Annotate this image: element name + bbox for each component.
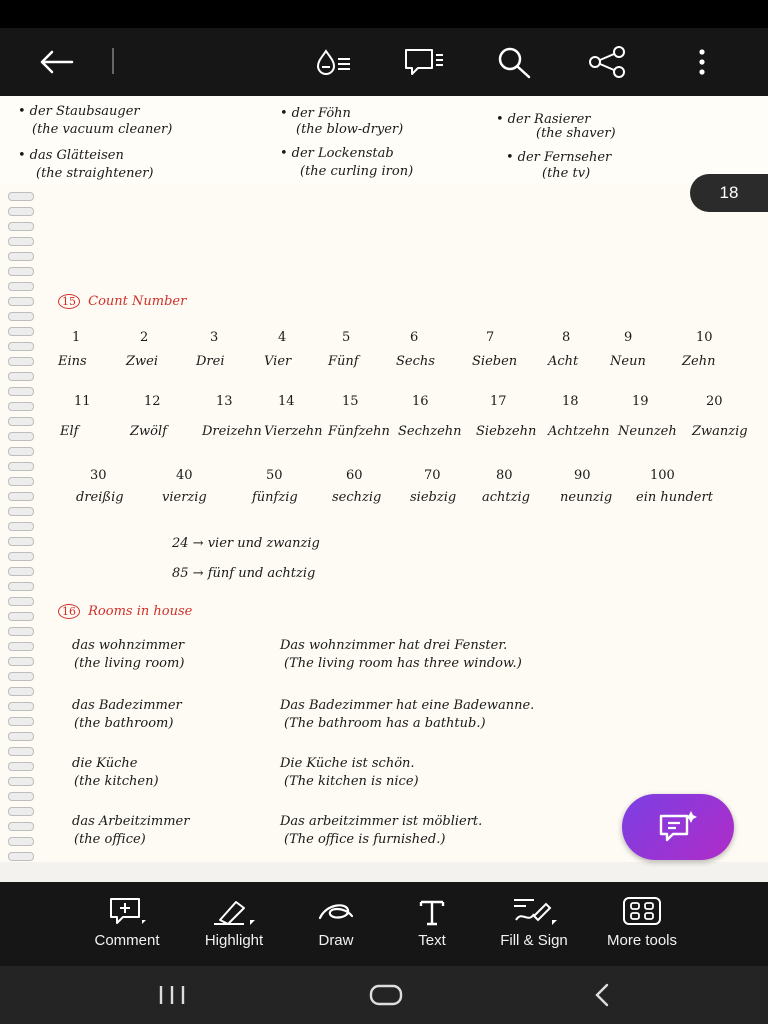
number-digit: 19: [632, 394, 649, 409]
number-word: Neunzeh: [618, 424, 677, 439]
item-de: • der Föhn: [280, 106, 351, 121]
toolbar-divider: [112, 48, 114, 74]
item-de: • der Rasierer: [496, 112, 591, 127]
home-button[interactable]: [356, 972, 416, 1018]
number-digit: 6: [410, 330, 419, 345]
number-digit: 13: [216, 394, 233, 409]
binding-ring: [8, 552, 34, 561]
binding-ring: [8, 687, 34, 696]
previous-page-section: [0, 96, 768, 186]
binding-ring: [8, 192, 34, 201]
number-word: Zehn: [682, 354, 716, 369]
more-options-button[interactable]: [678, 38, 726, 86]
number-digit: 80: [496, 468, 513, 483]
tool-label: More tools: [606, 932, 678, 949]
number-word: vierzig: [162, 490, 207, 505]
number-digit: 9: [624, 330, 633, 345]
item-de: • der Fernseher: [506, 150, 611, 165]
number-word: Dreizehn: [202, 424, 262, 439]
binding-ring: [8, 357, 34, 366]
number-digit: 10: [696, 330, 713, 345]
number-word: ein hundert: [636, 490, 713, 505]
highlighter-icon: [212, 896, 256, 926]
number-word: Achtzehn: [548, 424, 610, 439]
number-word: sechzig: [332, 490, 382, 505]
top-app-bar: [0, 28, 768, 97]
binding-ring: [8, 567, 34, 576]
number-word: Acht: [548, 354, 579, 369]
room-name-de: das Arbeitzimmer: [72, 814, 190, 829]
number-digit: 50: [266, 468, 283, 483]
number-digit: 17: [490, 394, 507, 409]
room-name-en: (the office): [74, 832, 146, 847]
number-digit: 90: [574, 468, 591, 483]
room-name-de: das wohnzimmer: [72, 638, 185, 653]
back-button[interactable]: [32, 38, 80, 86]
binding-ring: [8, 747, 34, 756]
number-digit: 2: [140, 330, 149, 345]
binding-ring: [8, 627, 34, 636]
ai-assistant-icon: [655, 808, 701, 846]
home-icon: [369, 983, 403, 1007]
binding-ring: [8, 792, 34, 801]
document-page[interactable]: [0, 96, 768, 882]
section-heading: Rooms in house: [88, 604, 193, 619]
number-digit: 70: [424, 468, 441, 483]
sentence-de: Das arbeitzimmer ist möbliert.: [280, 814, 483, 829]
number-digit: 4: [278, 330, 287, 345]
binding-ring: [8, 327, 34, 336]
number-word: siebzig: [410, 490, 457, 505]
recents-button[interactable]: [142, 972, 202, 1018]
section-number: 16: [58, 604, 80, 619]
sentence-de: Das wohnzimmer hat drei Fenster.: [280, 638, 508, 653]
binding-ring: [8, 267, 34, 276]
binding-ring: [8, 207, 34, 216]
number-word: Zwei: [126, 354, 159, 369]
item-en: (the vacuum cleaner): [32, 122, 173, 137]
item-en: (the straightener): [36, 166, 154, 181]
binding-ring: [8, 222, 34, 231]
item-en: (the shaver): [536, 126, 616, 141]
item-de: • das Glätteisen: [18, 148, 124, 163]
binding-ring: [8, 642, 34, 651]
number-word: Sechs: [396, 354, 435, 369]
number-digit: 100: [650, 468, 675, 483]
number-word: achtzig: [482, 490, 530, 505]
back-chevron-icon: [591, 982, 613, 1008]
arrow-left-icon: [36, 47, 76, 77]
sentence-en: (The living room has three window.): [284, 656, 522, 671]
more-vertical-icon: [697, 47, 707, 77]
section-title: [58, 294, 186, 309]
text-tool[interactable]: [396, 882, 468, 966]
binding-ring: [8, 612, 34, 621]
number-word: Fünfzehn: [328, 424, 390, 439]
item-en: (the curling iron): [300, 164, 414, 179]
binding-ring: [8, 342, 34, 351]
binding-ring: [8, 402, 34, 411]
sentence-de: Die Küche ist schön.: [280, 756, 415, 771]
binding-ring: [8, 657, 34, 666]
binding-ring: [8, 312, 34, 321]
number-word: fünfzig: [252, 490, 298, 505]
binding-ring: [8, 732, 34, 741]
fill-sign-tool[interactable]: [484, 882, 584, 966]
number-word: neunzig: [560, 490, 613, 505]
number-word: Drei: [196, 354, 225, 369]
binding-ring: [8, 807, 34, 816]
number-digit: 8: [562, 330, 571, 345]
room-name-en: (the living room): [74, 656, 185, 671]
number-word: Sechzehn: [398, 424, 462, 439]
item-de: • der Staubsauger: [18, 104, 140, 119]
room-name-de: das Badezimmer: [72, 698, 182, 713]
comment-add-icon: [107, 896, 147, 926]
number-word: Elf: [60, 424, 79, 439]
binding-ring: [8, 297, 34, 306]
read-mode-button[interactable]: [310, 38, 358, 86]
sentence-en: (The bathroom has a bathtub.): [284, 716, 486, 731]
ai-assistant-button[interactable]: [622, 794, 734, 860]
search-icon: [496, 45, 532, 79]
number-word: Zwanzig: [692, 424, 748, 439]
sentence-de: Das Badezimmer hat eine Badewanne.: [280, 698, 535, 713]
number-digit: 5: [342, 330, 351, 345]
binding-ring: [8, 477, 34, 486]
item-en: (the tv): [542, 166, 591, 181]
section-number: 15: [58, 294, 80, 309]
tool-label: Draw: [318, 932, 354, 949]
number-digit: 40: [176, 468, 193, 483]
example-line: 24 → vier und zwanzig: [172, 536, 320, 551]
binding-ring: [8, 252, 34, 261]
binding-ring: [8, 492, 34, 501]
notebook-page: [0, 184, 768, 882]
binding-ring: [8, 462, 34, 471]
number-digit: 12: [144, 394, 161, 409]
text-icon: [419, 898, 445, 926]
binding-ring: [8, 837, 34, 846]
room-name-de: die Küche: [72, 756, 138, 771]
status-bar: [0, 0, 768, 28]
item-de: • der Lockenstab: [280, 146, 394, 161]
highlight-tool[interactable]: [188, 882, 280, 966]
sentence-en: (The office is furnished.): [284, 832, 446, 847]
binding-ring: [8, 387, 34, 396]
section-title: [58, 604, 192, 619]
number-word: Sieben: [472, 354, 518, 369]
binding-ring: [8, 777, 34, 786]
number-digit: 14: [278, 394, 295, 409]
binding-ring: [8, 672, 34, 681]
binding-ring: [8, 537, 34, 546]
number-digit: 16: [412, 394, 429, 409]
fill-sign-icon: [510, 896, 558, 926]
draw-icon: [316, 900, 356, 926]
comments-list-button[interactable]: [400, 38, 448, 86]
page-number-badge: 18: [690, 174, 768, 212]
number-digit: 30: [90, 468, 107, 483]
binding-ring: [8, 717, 34, 726]
next-page-edge: [0, 862, 768, 882]
binding-ring: [8, 447, 34, 456]
share-button[interactable]: [584, 38, 632, 86]
binding-ring: [8, 237, 34, 246]
grid-icon: [622, 896, 662, 926]
spiral-binding: [0, 184, 34, 882]
draw-tool[interactable]: [296, 882, 376, 966]
share-icon: [587, 46, 629, 78]
number-digit: 15: [342, 394, 359, 409]
number-word: Vierzehn: [264, 424, 323, 439]
number-word: Eins: [58, 354, 87, 369]
binding-ring: [8, 522, 34, 531]
system-nav-bar: [0, 966, 768, 1024]
tool-label: Fill & Sign: [500, 932, 568, 949]
binding-ring: [8, 702, 34, 711]
example-line: 85 → fünf und achtzig: [172, 566, 316, 581]
binding-ring: [8, 762, 34, 771]
number-digit: 1: [72, 330, 81, 345]
binding-ring: [8, 822, 34, 831]
number-digit: 3: [210, 330, 219, 345]
comment-tool[interactable]: [78, 882, 176, 966]
number-word: Zwölf: [130, 424, 167, 439]
binding-ring: [8, 852, 34, 861]
item-en: (the blow-dryer): [296, 122, 404, 137]
system-back-button[interactable]: [572, 972, 632, 1018]
room-name-en: (the bathroom): [74, 716, 174, 731]
recents-icon: [157, 984, 187, 1006]
number-digit: 20: [706, 394, 723, 409]
binding-ring: [8, 597, 34, 606]
binding-ring: [8, 417, 34, 426]
sentence-en: (The kitchen is nice): [284, 774, 419, 789]
binding-ring: [8, 582, 34, 591]
tool-label: Text: [418, 932, 446, 949]
room-name-en: (the kitchen): [74, 774, 159, 789]
binding-ring: [8, 372, 34, 381]
number-digit: 60: [346, 468, 363, 483]
binding-ring: [8, 282, 34, 291]
tools-bar: [0, 882, 768, 966]
number-digit: 7: [486, 330, 495, 345]
comment-list-icon: [402, 46, 446, 78]
section-heading: Count Number: [88, 294, 187, 309]
droplet-lines-icon: [312, 47, 356, 77]
number-digit: 18: [562, 394, 579, 409]
binding-ring: [8, 432, 34, 441]
binding-ring: [8, 507, 34, 516]
number-word: Neun: [610, 354, 646, 369]
search-button[interactable]: [490, 38, 538, 86]
number-word: Fünf: [328, 354, 359, 369]
tool-label: Comment: [94, 932, 160, 949]
tool-label: Highlight: [204, 932, 264, 949]
number-word: Vier: [264, 354, 292, 369]
number-digit: 11: [74, 394, 91, 409]
number-word: Siebzehn: [476, 424, 537, 439]
number-word: dreißig: [76, 490, 124, 505]
more-tools[interactable]: [590, 882, 694, 966]
